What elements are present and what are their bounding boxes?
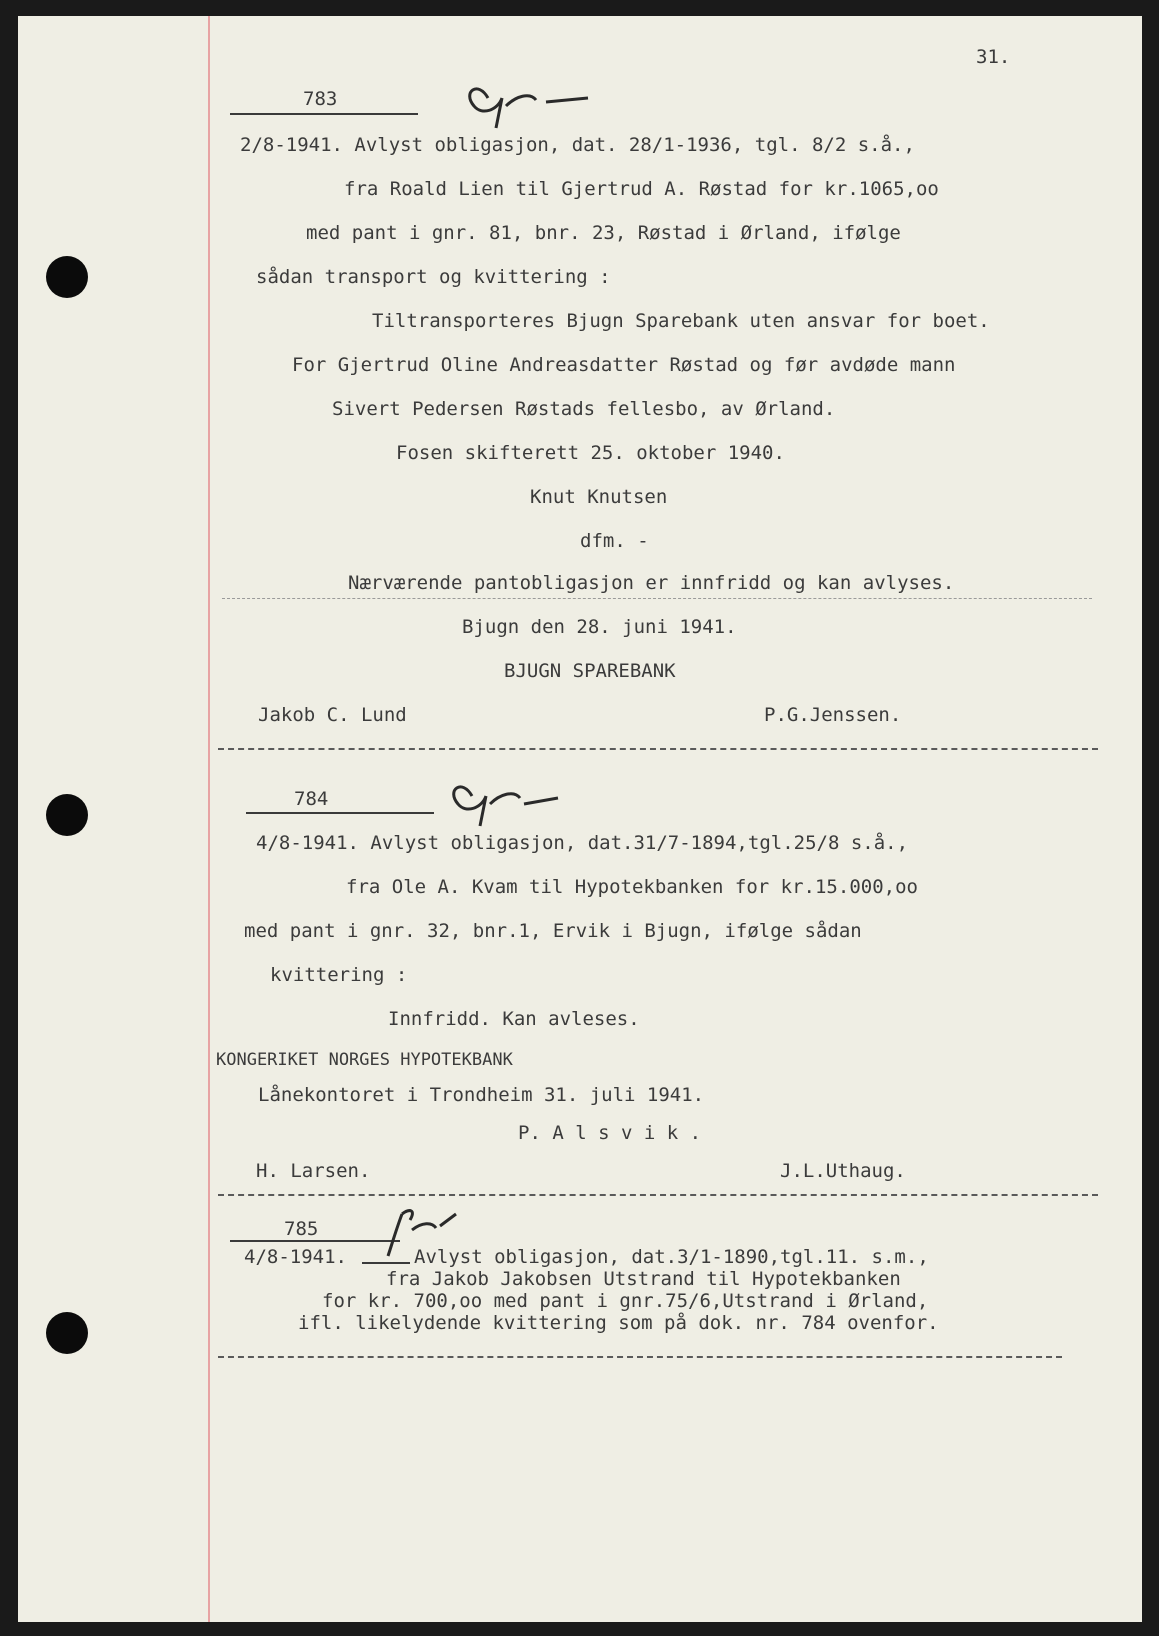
entry-line: P. A l s v i k . xyxy=(518,1122,702,1144)
initials-signature xyxy=(450,60,590,130)
entry-number: 784 xyxy=(294,788,329,810)
margin-line xyxy=(208,16,210,1622)
signer: P.G.Jenssen. xyxy=(764,704,902,726)
entry-line: BJUGN SPAREBANK xyxy=(504,660,676,682)
entry-line: fra Jakob Jakobsen Utstrand til Hypotekbanken xyxy=(386,1268,901,1290)
entry-line: fra Roald Lien til Gjertrud A. Røstad for kr.1065,oo xyxy=(344,178,939,200)
entry-underline xyxy=(246,812,434,814)
entry-line: for kr. 700,oo med pant i gnr.75/6,Utstrand i Ørland, xyxy=(322,1290,929,1312)
entry-line: Innfridd. Kan avleses. xyxy=(388,1008,640,1030)
stroke-mark xyxy=(362,1262,410,1264)
entry-line: Bjugn den 28. juni 1941. xyxy=(462,616,737,638)
section-divider xyxy=(218,748,1098,750)
entry-line: med pant i gnr. 32, bnr.1, Ervik i Bjugn, ifølge sådan xyxy=(244,920,862,942)
signer: Jakob C. Lund xyxy=(258,704,407,726)
signer: H. Larsen. xyxy=(256,1160,371,1182)
entry-line: Knut Knutsen xyxy=(530,486,668,508)
entry-line: dfm. - xyxy=(580,530,649,552)
entry-line: Lånekontoret i Trondheim 31. juli 1941. xyxy=(258,1084,705,1106)
entry-line: med pant i gnr. 81, bnr. 23, Røstad i Ørland, ifølge xyxy=(306,222,901,244)
entry-line: fra Ole A. Kvam til Hypotekbanken for kr.15.000,oo xyxy=(346,876,918,898)
entry-line: Avlyst obligasjon, dat.3/1-1890,tgl.11. s.m., xyxy=(414,1246,929,1268)
entry-line: 2/8-1941. Avlyst obligasjon, dat. 28/1-1936, tgl. 8/2 s.å., xyxy=(240,134,915,156)
faint-rule xyxy=(222,598,1092,599)
signer: J.L.Uthaug. xyxy=(780,1160,906,1182)
entry-line: 4/8-1941. Avlyst obligasjon, dat.31/7-1894,tgl.25/8 s.å., xyxy=(256,832,909,854)
entry-line: Sivert Pedersen Røstads fellesbo, av Ørland. xyxy=(332,398,836,420)
entry-line: Tiltransporteres Bjugn Sparebank uten ansvar for boet. xyxy=(372,310,990,332)
section-divider xyxy=(218,1194,1098,1196)
entry-line: Nærværende pantobligasjon er innfridd og kan avlyses. xyxy=(348,572,955,594)
entry-line: For Gjertrud Oline Andreasdatter Røstad og før avdøde mann xyxy=(292,354,956,376)
entry-number: 785 xyxy=(284,1218,319,1240)
document-page xyxy=(18,16,1142,1622)
punch-hole xyxy=(46,1312,88,1354)
section-divider xyxy=(218,1356,1062,1358)
entry-line: 4/8-1941. xyxy=(244,1246,347,1268)
entry-line: kvittering : xyxy=(270,964,408,986)
entry-line: Fosen skifterett 25. oktober 1940. xyxy=(396,442,785,464)
page-number: 31. xyxy=(976,46,1011,68)
initials-signature xyxy=(434,760,574,830)
entry-line: ifl. likelydende kvittering som på dok. nr. 784 ovenfor. xyxy=(298,1312,939,1334)
entry-number: 783 xyxy=(303,88,338,110)
entry-line: sådan transport og kvittering : xyxy=(256,266,611,288)
entry-underline xyxy=(230,113,418,115)
entry-line: KONGERIKET NORGES HYPOTEKBANK xyxy=(216,1050,513,1070)
punch-hole xyxy=(46,256,88,298)
punch-hole xyxy=(46,794,88,836)
